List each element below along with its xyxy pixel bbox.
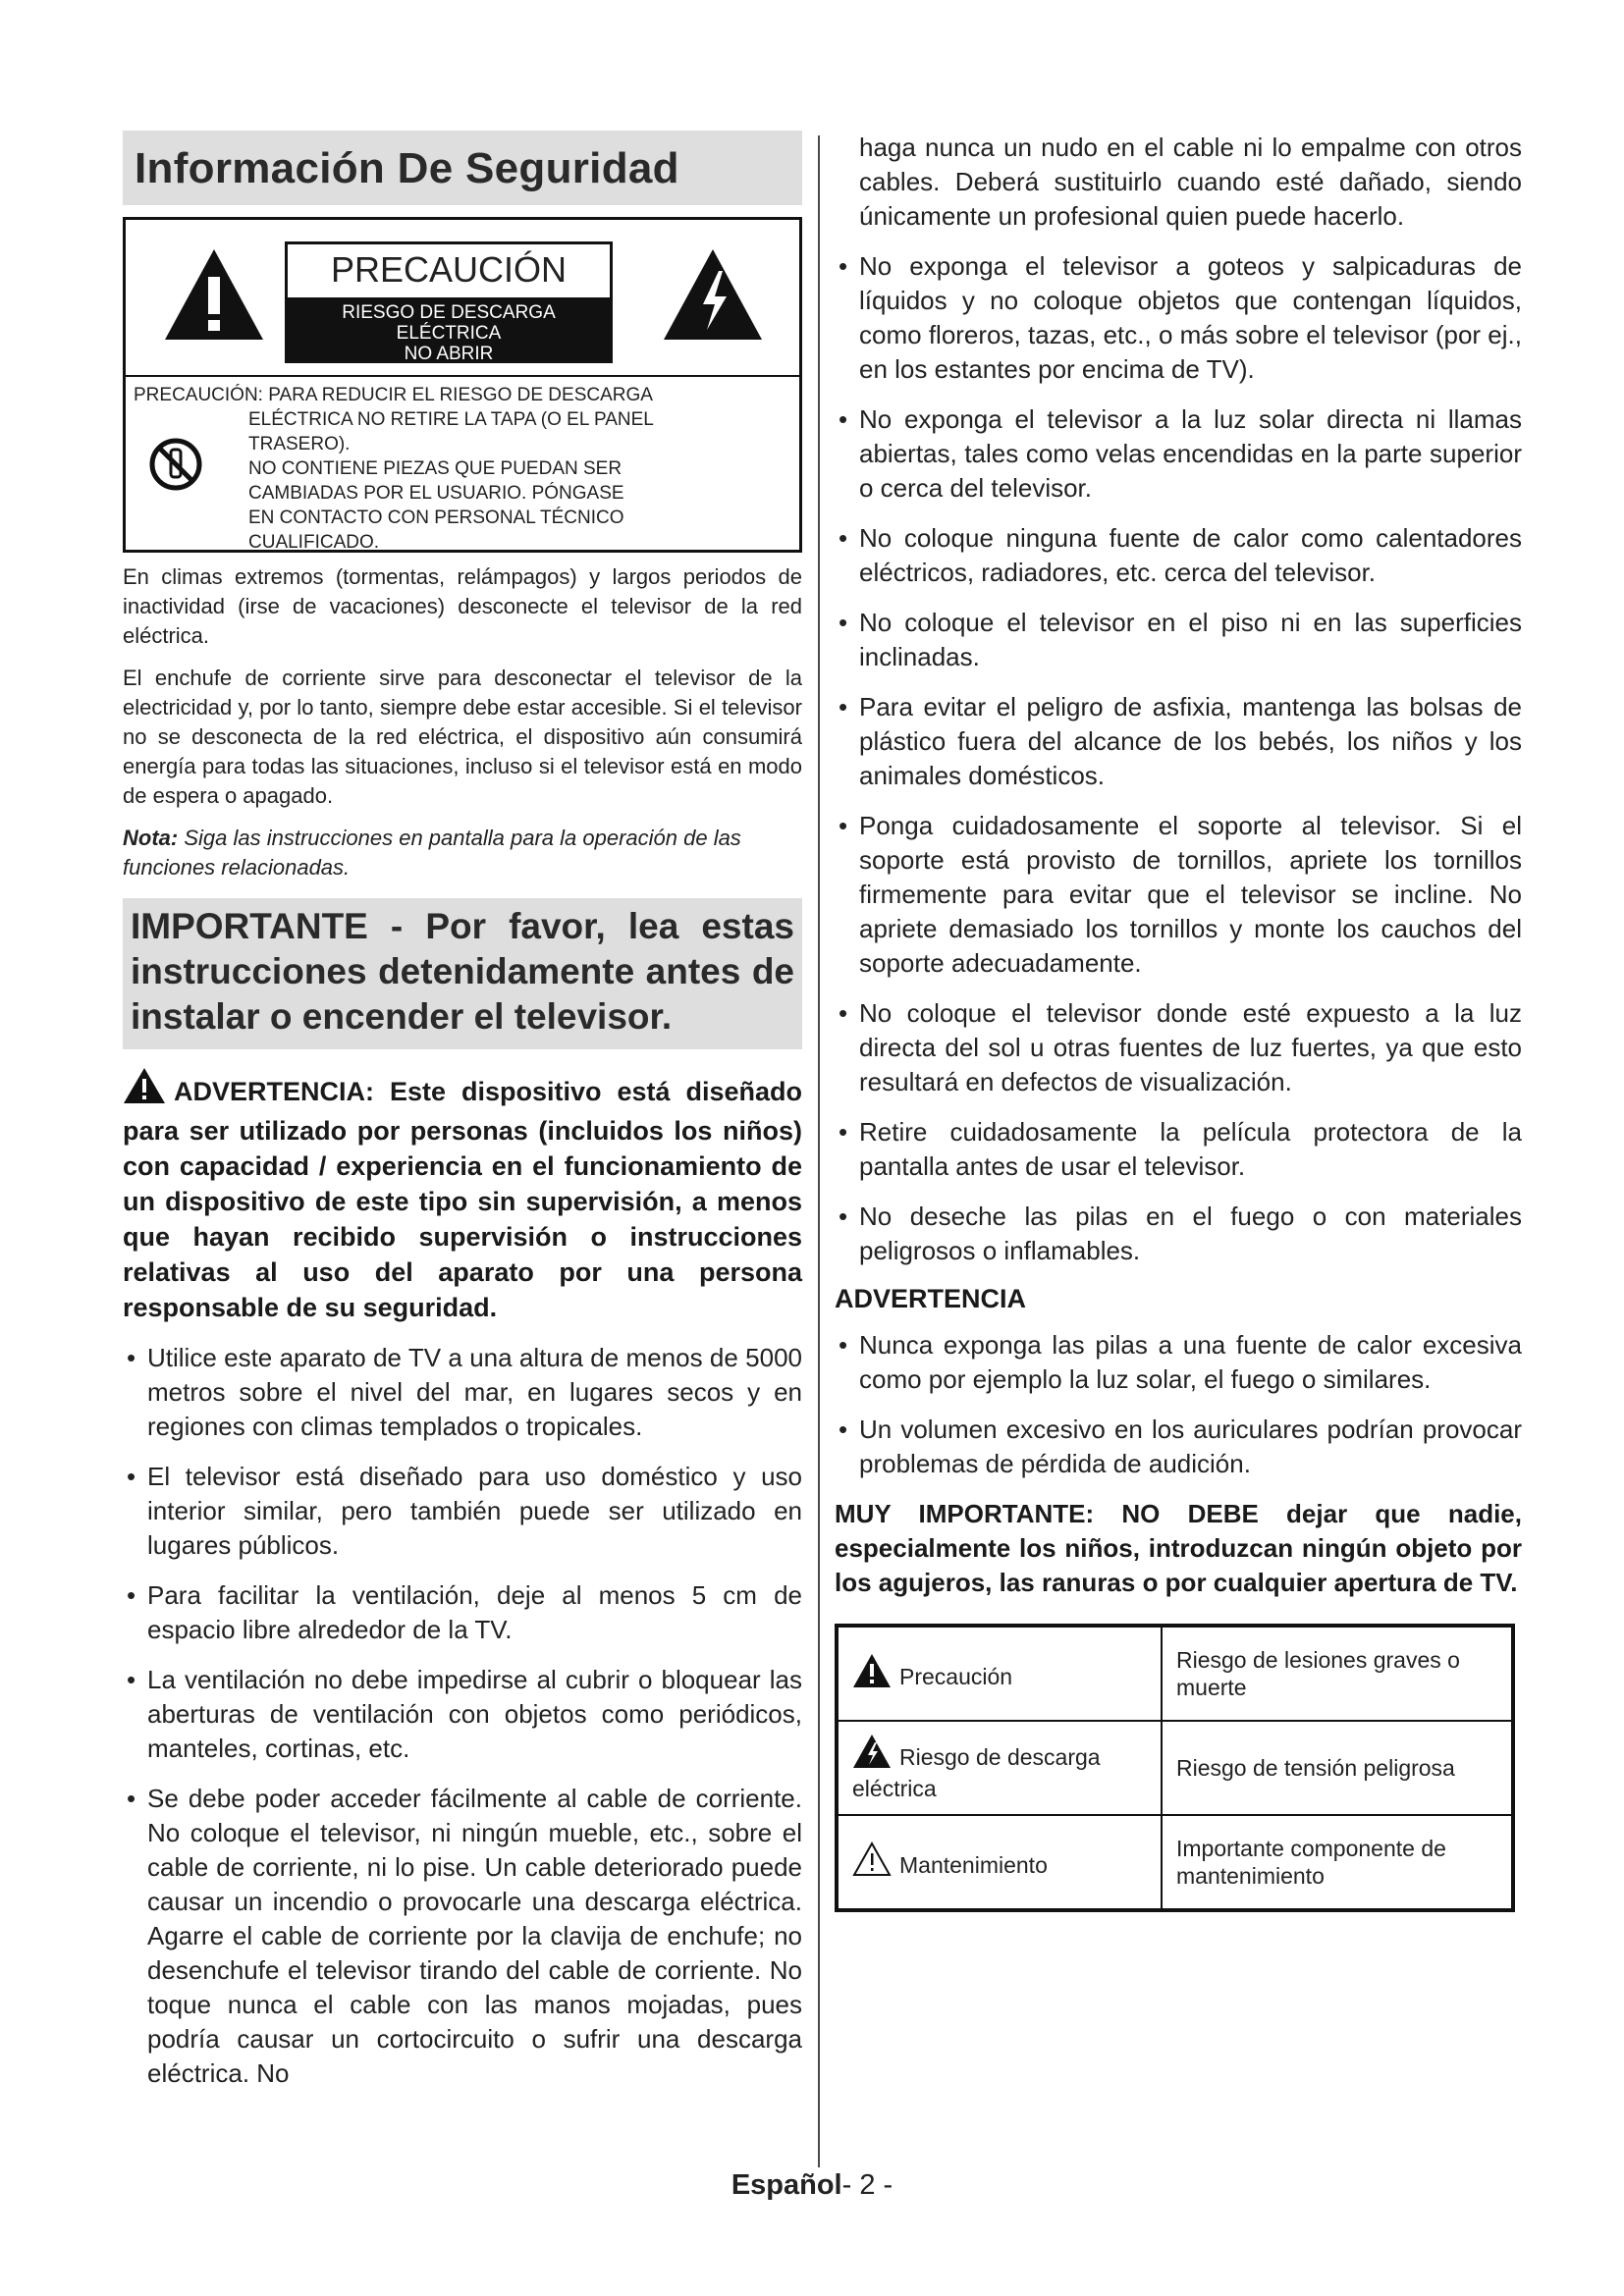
note: Nota: Siga las instrucciones en pantalla para la operación de las funciones relacionadas. (123, 826, 741, 880)
column-divider (818, 135, 820, 2167)
list-item: • No coloque el televisor en el piso ni en las superficies inclinadas. (835, 606, 1522, 674)
list-item: • Para evitar el peligro de asfixia, mantenga las bolsas de plástico fuera del alcance de los bebés, los niños y los animales domésticos. (835, 690, 1522, 793)
warning-icon (123, 1067, 166, 1113)
list-item: • Para facilitar la ventilación, deje al menos 5 cm de espacio libre alrededor de la TV. (123, 1578, 802, 1647)
warning-triangle-icon (161, 245, 267, 344)
legend-label-cell: Riesgo de descarga eléctrica (837, 1721, 1162, 1815)
paragraph-climate: En climas extremos (tormentas, relámpagos) y largos periodos de inactividad (irse de vacaciones) desconecte el televisor de la red eléctrica. (123, 564, 802, 648)
list-item: • No exponga el televisor a goteos y salpicaduras de líquidos y no coloque objetos que contengan líquidos, como floreros, tazas, etc., o más sobre el televisor (por ej., en los estantes por encima de TV). (835, 249, 1522, 387)
continued-text: haga nunca un nudo en el cable ni lo empalme con otros cables. Deberá sustituirlo cuando esté dañado, siendo únicamente un profesional quien puede hacerlo. (859, 133, 1522, 231)
left-column (123, 131, 802, 2107)
caution-text: PRECAUCIÓN: PARA REDUCIR EL RIESGO DE DESCARGA ELÉCTRICA NO RETIRE LA TAPA (O EL PANEL TRASERO). NO CONTIENE PIEZAS QUE PUEDAN SER CAMBIADAS POR EL USUARIO. PÓNGASE EN CONTACTO CON PERSONAL TÉCNICO CUALIFICADO. (134, 385, 654, 553)
precaution-heading: PRECAUCIÓN (285, 241, 613, 300)
electric-shock-triangle-icon (660, 245, 766, 344)
left-bullet-list (123, 1341, 802, 2091)
warning-icon (852, 1653, 892, 1694)
list-item: • Retire cuidadosamente la película protectora de la pantalla antes de usar el televisor. (835, 1115, 1522, 1184)
list-item: • Un volumen excesivo en los auriculares podrían provocar problemas de pérdida de audición. (835, 1413, 1522, 1481)
legend-desc-cell: Riesgo de tensión peligrosa (1162, 1721, 1513, 1815)
legend-desc-cell: Importante componente de mantenimiento (1162, 1815, 1513, 1910)
legend-desc-cell: Riesgo de lesiones graves o muerte (1162, 1626, 1513, 1721)
maintenance-icon (852, 1842, 892, 1883)
right-column (835, 131, 1522, 1912)
muy-importante-notice: MUY IMPORTANTE: NO DEBE dejar que nadie, especialmente los niños, introduzcan ningún objeto por los agujeros, las ranuras o por cualquier apertura de TV. (835, 1499, 1522, 1597)
risk-label: RIESGO DE DESCARGA ELÉCTRICA NO ABRIR (285, 300, 613, 363)
caution-divider (126, 375, 799, 377)
list-item: • El televisor está diseñado para uso doméstico y uso interior similar, pero también puede ser utilizado en lugares públicos. (123, 1460, 802, 1563)
page-footer (0, 2169, 1624, 2202)
legend-label-cell: Mantenimiento (837, 1815, 1162, 1910)
paragraph-plug: El enchufe de corriente sirve para desconectar el televisor de la electricidad y, por lo tanto, siempre debe estar accesible. Si el televisor no se desconecta de la red eléctrica, el dispositivo aún consumirá energía para todas las situaciones, incluso si el televisor está en modo de espera o apagado. (123, 666, 802, 808)
list-item: • Se debe poder acceder fácilmente al cable de corriente. No coloque el televisor, ni ningún mueble, etc., sobre el cable de corriente, ni lo pise. Un cable deteriorado puede causar un incendio o provocarle una descarga eléctrica. Agarre el cable de corriente por la clavija de enchufe; no desenchufe el televisor tirando del cable de corriente. No toque nunca el cable con las manos mojadas, pues podría causar un cortocircuito o sufrir una descarga eléctrica. No (123, 1782, 802, 2091)
list-item: • No exponga el televisor a la luz solar directa ni llamas abiertas, tales como velas encendidas en la parte superior o cerca del televisor. (835, 402, 1522, 506)
list-item: • Ponga cuidadosamente el soporte al televisor. Si el soporte está provisto de tornillos, apriete los tornillos firmemente para evitar que el televisor se incline. No apriete demasiado los tornillos y monte los cauchos del soporte adecuadamente. (835, 809, 1522, 981)
important-notice: IMPORTANTE - Por favor, lea estas instrucciones detenidamente antes de instalar o encender el televisor. (123, 898, 802, 1049)
page-number: - 2 - (841, 2169, 893, 2201)
list-item: • La ventilación no debe impedirse al cubrir o bloquear las aberturas de ventilación con objetos como periódicos, manteles, cortinas, etc. (123, 1663, 802, 1766)
table-row (837, 1721, 1513, 1815)
warning-paragraph: ADVERTENCIA: Este dispositivo está diseñado para ser utilizado por personas (incluidos los niños) con capacidad / experiencia en el funcionamiento de un dispositivo de este tipo sin supervisión, a menos que hayan recibido supervisión o instrucciones relativas al uso del aparato por una persona responsable de su seguridad. (123, 1067, 802, 1325)
list-item: • No coloque ninguna fuente de calor como calentadores eléctricos, radiadores, etc. cerca del televisor. (835, 521, 1522, 590)
shock-icon (852, 1734, 892, 1775)
footer-language: Español (731, 2169, 842, 2201)
right-bullet-list (835, 249, 1522, 1268)
list-item: • No deseche las pilas en el fuego o con materiales peligrosos o inflamables. (835, 1200, 1522, 1268)
section-title: Información De Seguridad (123, 131, 802, 205)
advertencia-list (835, 1328, 1522, 1481)
symbol-legend-table (835, 1624, 1515, 1912)
list-item: • Utilice este aparato de TV a una altura de menos de 5000 metros sobre el nivel del mar, en lugares secos y en regiones con climas templados o tropicales. (123, 1341, 802, 1444)
caution-box (123, 217, 802, 553)
table-row (837, 1626, 1513, 1721)
advertencia-heading: ADVERTENCIA (835, 1284, 1027, 1313)
list-item: • No coloque el televisor donde esté expuesto a la luz directa del sol u otras fuentes de luz fuertes, ya que esto resultará en defectos de visualización. (835, 996, 1522, 1099)
list-item: • Nunca exponga las pilas a una fuente de calor excesiva como por ejemplo la luz solar, el fuego o similares. (835, 1328, 1522, 1397)
legend-label-cell: Precaución (837, 1626, 1162, 1721)
table-row (837, 1815, 1513, 1910)
